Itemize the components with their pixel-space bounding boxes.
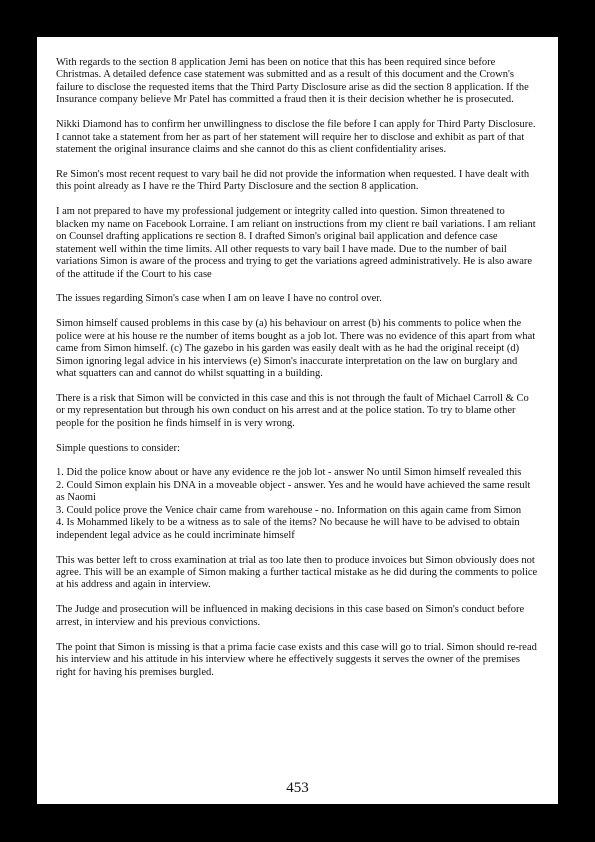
- page-number: 453: [286, 780, 309, 796]
- paragraph-judge-prosecution: The Judge and prosecution will be influenced in making decisions in this case based on Simon's conduct before arrest, in interview and his previous convictions.: [56, 604, 525, 628]
- list-item: 1. Did the police know about or have any evidence re the job lot - answer No until Simon himself revealed this: [56, 467, 522, 479]
- list-item: 2. Could Simon explain his DNA in a moveable object - answer. Yes and he would have achieved the same result as Naomi: [56, 479, 531, 504]
- list-item: 3. Could police prove the Venice chair came from warehouse - no. Information on this again came from Simon: [56, 504, 522, 516]
- paragraph-prima-facie-case: The point that Simon is missing is that a prima facie case exists and this case will go to trial. Simon should re-read his interview and his attitude in his interview where he effectively suggests it serves the owner of the premises right for having his premises burgled.: [56, 641, 537, 678]
- paragraph-risk-of-conviction: There is a risk that Simon will be convicted in this case and this is not through the fault of Michael Carroll & Co or my representation but through his own conduct on his arrest and at the police station. To try to blame other people for the position he finds himself in is very wrong.: [56, 392, 529, 429]
- list-item: 4. Is Mohammed likely to be a witness as to sale of the items? No because he will have to be advised to obtain independent legal advice as he could incriminate himself: [56, 517, 520, 541]
- paragraph-cross-examination: This was better left to cross examination at trial as too late then to produce invoices but Simon obviously does not agree. This will be an example of Simon making a further tactical mistake as he did during the comments to police at his address and again in interview.: [56, 554, 538, 591]
- paragraph-caused-problems: Simon himself caused problems in this case by (a) his behaviour on arrest (b) his comments to police when the police were at his house re the number of items bought as a job lot. There was no evidence of this apart from what came from Simon himself. (c) The gazebo in his garden was easily dealt with as he had the original receipt (d) Simon ignoring legal advice in his interviews (e) Simon's inaccurate interpretation on the law on burglary and what squatters can and cannot do whilst squatting in a building.: [56, 318, 536, 380]
- paragraph-section-8-application: With regards to the section 8 application Jemi has been on notice that this has been required since before Christmas. A detailed defence case statement was submitted and as a result of this document and the Crown's failure to disclose the requested items that the Third Party Disclosure arise as did the section 8 application. If the Insurance company believe Mr Patel has committed a fraud then it is their decision whether he is prosecuted.: [56, 57, 529, 106]
- paragraph-professional-judgement: I am not prepared to have my professional judgement or integrity called into question. Simon threatened to blacken my name on Facebook Lorraine. I am reliant on instructions from my client re bail variations. I am reliant on Counsel drafting applications re section 8. I drafted Simon's original bail application and defence case statement well within the time limits. All other requests to vary bail I have made. Due to the number of bail variations Simon is aware of the process and trying to get the variations agreed administratively. He is also aware of the attitude if the Court to his case: [56, 206, 536, 280]
- paragraph-vary-bail-request: Re Simon's most recent request to vary bail he did not provide the information when requested. I have dealt with this point already as I have re the Third Party Disclosure and the section 8 application.: [56, 168, 530, 193]
- paragraph-nikki-diamond: Nikki Diamond has to confirm her unwillingness to disclose the file before I can apply for Third Party Disclosure. I cannot take a statement from her as part of her statement will require her to disclose and exhibit as part of that statement the original insurance claims and she cannot do this as client confidentiality arises.: [56, 119, 536, 156]
- questions-list: [56, 467, 540, 542]
- document-page: [37, 37, 558, 804]
- paragraph-simple-questions-heading: Simple questions to consider:: [56, 442, 180, 454]
- paragraph-leave-issues: The issues regarding Simon's case when I am on leave I have no control over.: [56, 293, 382, 305]
